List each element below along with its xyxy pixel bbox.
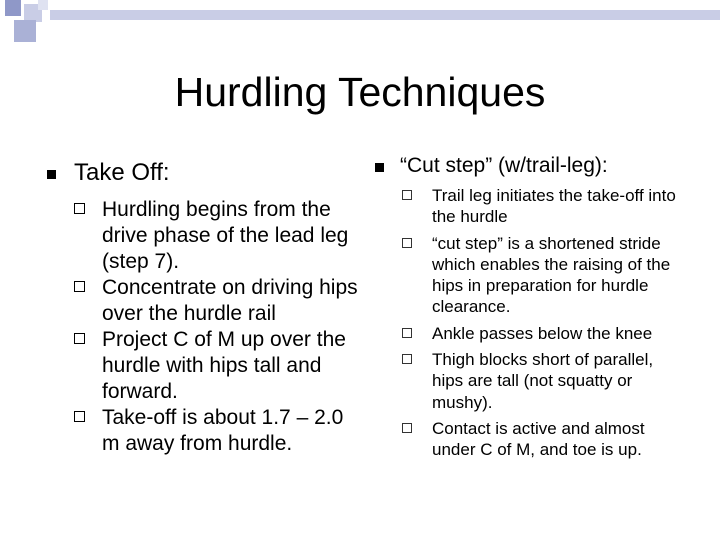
square-bullet-icon [47, 170, 56, 179]
square-bullet-icon [375, 163, 384, 172]
slide-title: Hurdling Techniques [174, 69, 546, 115]
list-item: Ankle passes below the knee [400, 323, 680, 344]
hollow-square-bullet-icon [402, 190, 412, 200]
list-item: Project C of M up over the hurdle with hips tall and forward. [74, 327, 362, 405]
take-off-sub-list [74, 197, 362, 457]
hollow-square-bullet-icon [74, 281, 85, 292]
list-item: Thigh blocks short of parallel, hips are tall (not squatty or mushy). [400, 349, 680, 413]
hollow-square-bullet-icon [402, 423, 412, 433]
list-item: Trail leg initiates the take-off into the hurdle [400, 185, 680, 228]
main-bullet-cut-step [370, 151, 680, 181]
list-item: “cut step” is a shortened stride which enables the raising of the hips in preparation for hurdle clearance. [400, 233, 680, 318]
decor-square [5, 0, 21, 16]
right-heading: “Cut step” (w/trail-leg): [400, 154, 608, 177]
decor-square [38, 0, 48, 10]
header-decoration [0, 0, 720, 48]
left-heading: Take Off: [74, 159, 170, 186]
list-item: Contact is active and almost under C of M, and toe is up. [400, 418, 680, 461]
list-item: Hurdling begins from the drive phase of the lead leg (step 7). [74, 197, 362, 275]
hollow-square-bullet-icon [402, 328, 412, 338]
header-band-line [50, 10, 720, 20]
hollow-square-bullet-icon [74, 203, 85, 214]
list-item: Concentrate on driving hips over the hurdle rail [74, 275, 362, 327]
hollow-square-bullet-icon [74, 333, 85, 344]
hollow-square-bullet-icon [74, 411, 85, 422]
decor-square [14, 20, 36, 42]
cut-step-sub-list [400, 185, 680, 461]
main-bullet-take-off [42, 157, 362, 189]
right-column [370, 151, 680, 466]
hollow-square-bullet-icon [402, 354, 412, 364]
list-item: Take-off is about 1.7 – 2.0 m away from hurdle. [74, 405, 362, 457]
left-column [42, 157, 362, 457]
hollow-square-bullet-icon [402, 238, 412, 248]
